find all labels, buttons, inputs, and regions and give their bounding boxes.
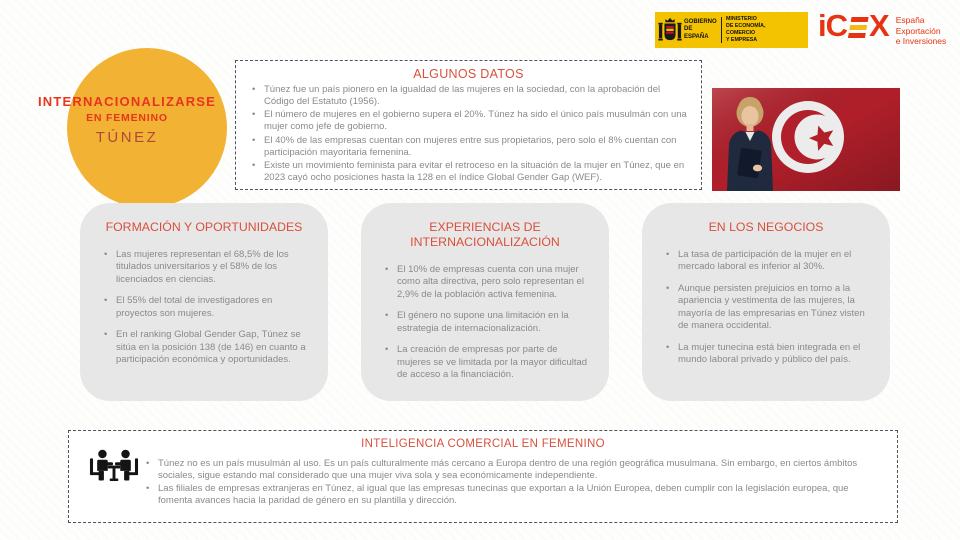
bullet-item: • La creación de empresas por parte de mujeres se ve limitada por la mayor dificultad de acceso a la financiación.	[382, 344, 588, 382]
gobierno-text	[684, 19, 718, 41]
meeting-people-table-icon	[89, 444, 139, 490]
icex-letter-e-flag-bars	[848, 14, 869, 38]
ministerio-line1: MINISTERIO	[726, 16, 757, 23]
card-formacion-y-oportunidades	[80, 203, 328, 401]
icex-letter-x: X	[869, 8, 889, 43]
algunos-datos-list	[249, 84, 688, 184]
bullet-item: • Túnez fue un país pionero en la igualdad de las mujeres en la sociedad, con la aprobación del Código del Estatuto (1956).	[249, 84, 688, 108]
card-bullet-list	[663, 249, 869, 367]
badge-title	[17, 94, 237, 146]
card-en-los-negocios	[642, 203, 890, 401]
card-bullet-list	[382, 264, 588, 382]
bullet-item: • El género no supone una limitación en la estrategia de internacionalización.	[382, 310, 588, 335]
bullet-item: • En el ranking Global Gender Gap, Túnez se sitúa en la posición 138 (de 146) en cuanto a participación económica y oportunidades.	[101, 329, 307, 367]
bullet-item: • Aunque persisten prejuicios en torno a la apariencia y vestimenta de las mujeres, la mayoría de las empresarias en Túnez visten de manera occidental.	[663, 283, 869, 333]
bullet-item: • El 10% de empresas cuenta con una mujer como alta directiva, pero solo representan el 2,9% de la población activa femenina.	[382, 264, 588, 302]
inteligencia-comercial-list	[143, 458, 883, 509]
inteligencia-comercial-title: INTELIGENCIA COMERCIAL EN FEMENINO	[361, 438, 605, 450]
spain-coat-of-arms-icon	[658, 16, 682, 44]
gobierno-espana-logo	[655, 12, 808, 48]
bullet-item: • Existe un movimiento feminista para evitar el retroceso en la situación de la mujer en Túnez, que en 2023 cayó ocho posiciones hasta la 128 en el índice Global Gender Gap (WEF).	[249, 160, 688, 184]
tunisia-flag-businesswoman-photo	[712, 88, 900, 191]
icex-tagline-line3: e Inversiones	[895, 36, 947, 47]
ministerio-line2: DE ECONOMÍA, COMERCIO	[726, 23, 766, 36]
card-title: FORMACIÓN Y OPORTUNIDADES	[105, 220, 303, 234]
algunos-datos-title: ALGUNOS DATOS	[413, 67, 524, 81]
tunisia-flag-image	[712, 88, 900, 191]
icex-wordmark	[818, 8, 889, 43]
icex-letter-c: C	[825, 8, 848, 43]
card-title: EXPERIENCIAS DE INTERNACIONALIZACIÓN	[410, 220, 560, 249]
gobierno-line2: DE ESPAÑA	[684, 26, 709, 40]
bullet-item: • La tasa de participación de la mujer en el mercado laboral es inferior al 30%.	[663, 249, 869, 274]
inteligencia-comercial-box	[68, 430, 898, 523]
icex-letter-i: i	[818, 8, 826, 43]
bullet-item: • El 40% de las empresas cuentan con mujeres entre sus propietarios, pero solo el 8% cuentan con participación mayoritaria femenina.	[249, 135, 688, 159]
bullet-item: • El 55% del total de investigadores en proyectos son mujeres.	[101, 295, 307, 320]
bullet-item: • Túnez no es un país musulmán al uso. Es un país culturalmente más cercano a Europa dentro de una región geográfica musulmana. Sin embargo, en ciertos ámbitos sociales, sigue estando mal considerado que una mujer viva sola y sea económicamente independiente.	[143, 458, 883, 482]
bullet-item: • El número de mujeres en el gobierno supera el 20%. Túnez ha sido el único país musulmán con una mujer como jefe de gobierno.	[249, 109, 688, 133]
bullet-item: • Las mujeres representan el 68,5% de los titulados universitarios y el 58% de los licenciados en ciencias.	[101, 249, 307, 287]
badge-country: TÚNEZ	[95, 129, 159, 146]
bullet-item: • La mujer tunecina está bien integrada en el mundo laboral privado y público del país.	[663, 342, 869, 367]
card-experiencias-internacionalizacion	[361, 203, 609, 401]
bullet-item: • Las filiales de empresas extranjeras en Túnez, al igual que las empresas tunecinas que exportan a la Unión Europea, deben cumplir con la legislación europea, que fomenta avances hacia la paridad de género en su plantilla y dirección.	[143, 483, 883, 507]
ministerio-line3: Y EMPRESA	[726, 36, 758, 43]
card-bullet-list	[101, 249, 307, 367]
gov-logo-divider	[721, 17, 722, 43]
algunos-datos-box	[235, 60, 702, 190]
badge-title-line2: EN FEMENINO	[86, 112, 168, 124]
card-title: EN LOS NEGOCIOS	[708, 220, 824, 234]
icex-logo	[818, 8, 947, 47]
icex-tagline	[896, 15, 947, 47]
ministerio-text	[726, 16, 790, 44]
icex-tagline-line2: Exportación	[895, 25, 941, 36]
badge-title-line1: INTERNACIONALIZARSE	[37, 94, 217, 109]
gobierno-line1: GOBIERNO	[684, 19, 717, 26]
icex-tagline-line1: España	[895, 15, 925, 25]
